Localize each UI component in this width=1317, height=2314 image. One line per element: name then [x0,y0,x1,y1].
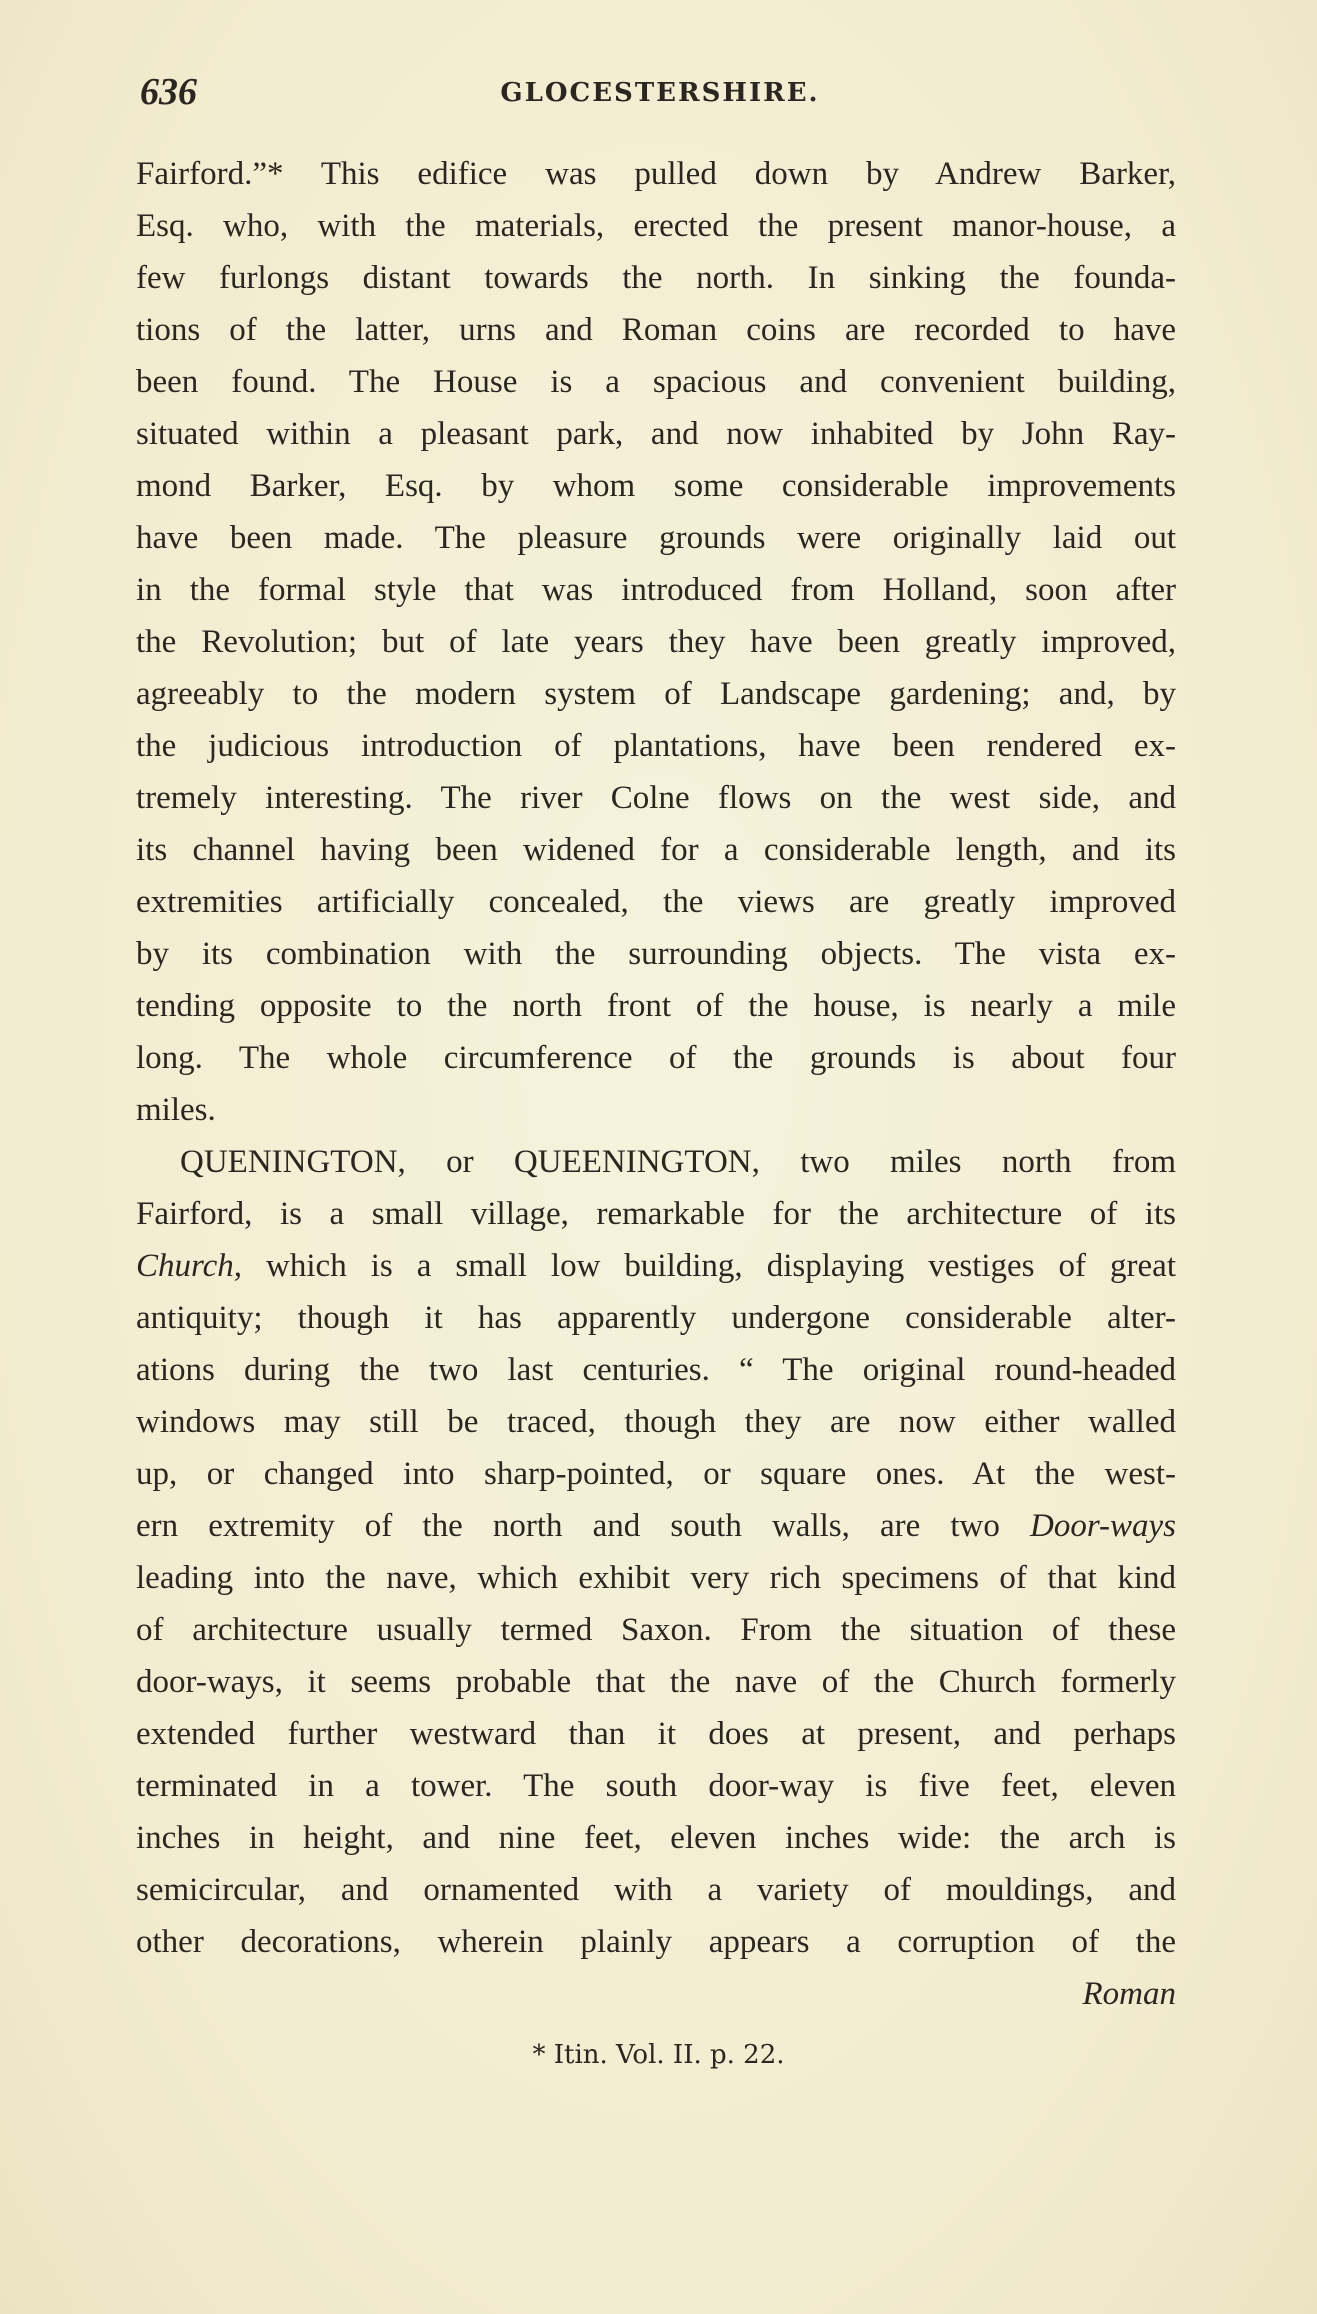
text-line [136,1864,1176,1916]
text-line [136,1240,1176,1292]
text-line [136,1188,1176,1240]
text-line [136,148,1176,200]
text-run: antiquity; though it has apparently undergone considerable alter- [136,1300,1176,1336]
text-run: situated within a pleasant park, and now inhabited by John Ray- [136,416,1176,452]
text-line [136,1604,1176,1656]
text-line [136,1500,1176,1552]
text-line [136,512,1176,564]
text-line [136,1968,1176,2020]
text-line [136,876,1176,928]
text-line [136,356,1176,408]
text-run: QUENINGTON, or QUEENINGTON, two miles north from [180,1144,1176,1180]
text-line [136,1344,1176,1396]
text-run: in the formal style that was introduced from Holland, soon after [136,572,1176,608]
text-run: inches in height, and nine feet, eleven inches wide: the arch is [136,1820,1176,1856]
text-run: terminated in a tower. The south door-way is five feet, eleven [136,1768,1176,1804]
text-run: by its combination with the surrounding objects. The vista ex- [136,936,1176,972]
text-run: mond Barker, Esq. by whom some considerable improvements [136,468,1176,504]
running-title: GLOCESTERSHIRE. [500,78,820,108]
text-run: Fairford.”* This edifice was pulled down by Andrew Barker, [136,156,1176,192]
text-run: Fairford, is a small village, remarkable for the architecture of its [136,1196,1176,1232]
text-line [136,1136,1176,1188]
text-run: ern extremity of the north and south walls, are two [136,1508,1030,1544]
text-run: agreeably to the modern system of Landscape gardening; and, by [136,676,1176,712]
text-line [136,304,1176,356]
text-run: leading into the nave, which exhibit very rich specimens of that kind [136,1560,1176,1596]
text-line [136,1032,1176,1084]
text-line [136,772,1176,824]
text-run: few furlongs distant towards the north. In sinking the founda- [136,260,1176,296]
text-run: miles. [136,1092,216,1128]
text-run: long. The whole circumference of the grounds is about four [136,1040,1176,1076]
text-line [136,252,1176,304]
text-run: windows may still be traced, though they are now either walled [136,1404,1176,1440]
text-line [136,408,1176,460]
text-run: tions of the latter, urns and Roman coins are recorded to have [136,312,1176,348]
body-text [136,148,1176,2020]
text-run: tending opposite to the north front of the house, is nearly a mile [136,988,1176,1024]
italic-text: Door-ways [1029,1508,1176,1544]
text-run: been found. The House is a spacious and convenient building, [136,364,1176,400]
text-line [136,980,1176,1032]
text-line [136,1656,1176,1708]
text-run: ations during the two last centuries. “ The original round-headed [136,1352,1176,1388]
text-line [136,616,1176,668]
text-line [136,1916,1176,1968]
italic-text: Roman [1082,1976,1176,2012]
text-line [136,1448,1176,1500]
footnote: * Itin. Vol. II. p. 22. [532,2040,785,2070]
text-line [136,824,1176,876]
text-run: the Revolution; but of late years they have been greatly improved, [136,624,1176,660]
text-line [136,1396,1176,1448]
text-line [136,720,1176,772]
text-run: extended further westward than it does at present, and perhaps [136,1716,1176,1752]
text-line [136,1292,1176,1344]
text-run: other decorations, wherein plainly appears a corruption of the [136,1924,1176,1960]
text-line [136,460,1176,512]
text-run: up, or changed into sharp-pointed, or square ones. At the west- [136,1456,1176,1492]
text-run: extremities artificially concealed, the views are greatly improved [136,884,1176,920]
italic-text: Church, [136,1248,243,1284]
text-run: have been made. The pleasure grounds were originally laid out [136,520,1176,556]
text-run: door-ways, it seems probable that the nave of the Church formerly [136,1664,1176,1700]
page-number: 636 [140,71,197,113]
text-run: tremely interesting. The river Colne flows on the west side, and [136,780,1176,816]
text-run: semicircular, and ornamented with a variety of mouldings, and [136,1872,1176,1908]
text-line [136,564,1176,616]
text-run: Esq. who, with the materials, erected the present manor-house, a [136,208,1176,244]
text-line [136,1708,1176,1760]
text-line [136,928,1176,980]
text-run: the judicious introduction of plantations, have been rendered ex- [136,728,1176,764]
text-line [136,668,1176,720]
text-line [136,200,1176,252]
text-run: which is a small low building, displaying vestiges of great [242,1248,1176,1284]
text-line [136,1812,1176,1864]
text-line [136,1760,1176,1812]
text-run: its channel having been widened for a considerable length, and its [136,832,1176,868]
text-line [136,1084,1176,1136]
text-line [136,1552,1176,1604]
text-run: of architecture usually termed Saxon. From the situation of these [136,1612,1176,1648]
running-head [140,70,1180,120]
